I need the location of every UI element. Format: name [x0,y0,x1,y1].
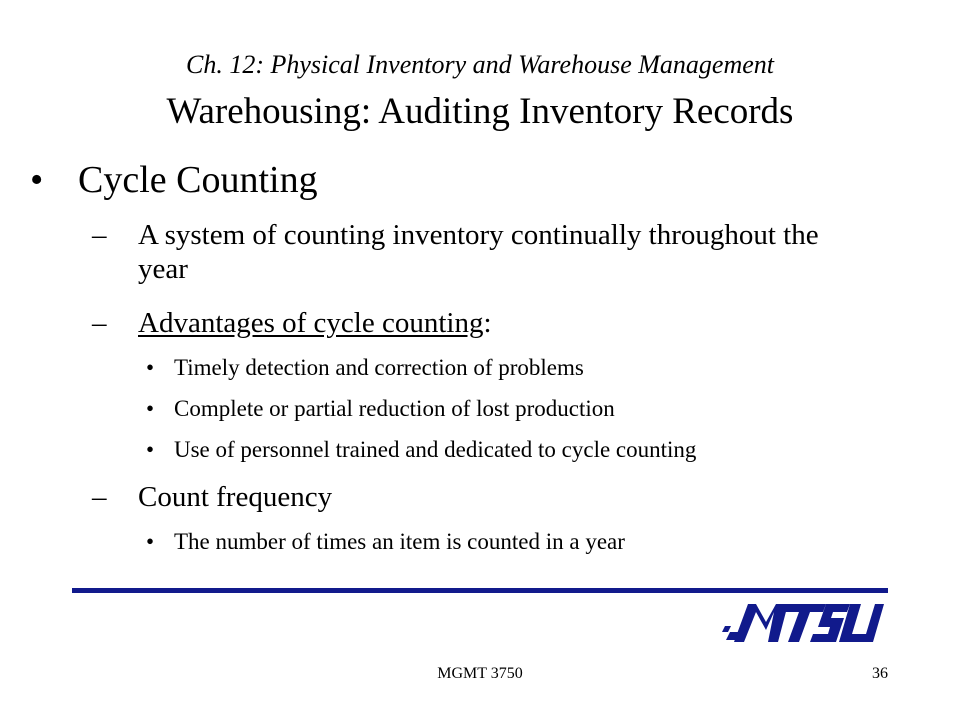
advantage-text: Timely detection and correction of problems [174,355,584,380]
mtsu-logo [722,602,884,644]
advantages-heading [138,306,838,340]
page-number: 36 [872,665,888,682]
course-code: MGMT 3750 [437,665,523,682]
bullet-marker: • [146,355,155,380]
bullet-marker: • [146,437,155,462]
advantages-heading-text: Advantages of cycle counting [138,307,484,339]
advantage-text: Complete or partial reduction of lost production [174,396,615,421]
bullet-marker: • [30,159,44,201]
slide-title: Warehousing: Auditing Inventory Records [166,91,794,132]
bullet-marker: • [146,529,155,554]
dash-marker: – [92,307,107,339]
dash-marker: – [92,219,107,251]
dash-marker: – [92,481,107,513]
frequency-heading: Count frequency [138,481,333,513]
footer-rule [72,588,888,593]
bullet-marker: • [146,396,155,421]
bullet-text: Cycle Counting [78,159,318,201]
definition-text: A system of counting inventory continually throughout the year [138,219,819,285]
chapter-subtitle: Ch. 12: Physical Inventory and Warehouse Management [185,50,774,79]
advantage-text: Use of personnel trained and dedicated to cycle counting [174,437,697,462]
frequency-text: The number of times an item is counted in a year [174,529,625,554]
advantages-colon: : [483,307,492,339]
